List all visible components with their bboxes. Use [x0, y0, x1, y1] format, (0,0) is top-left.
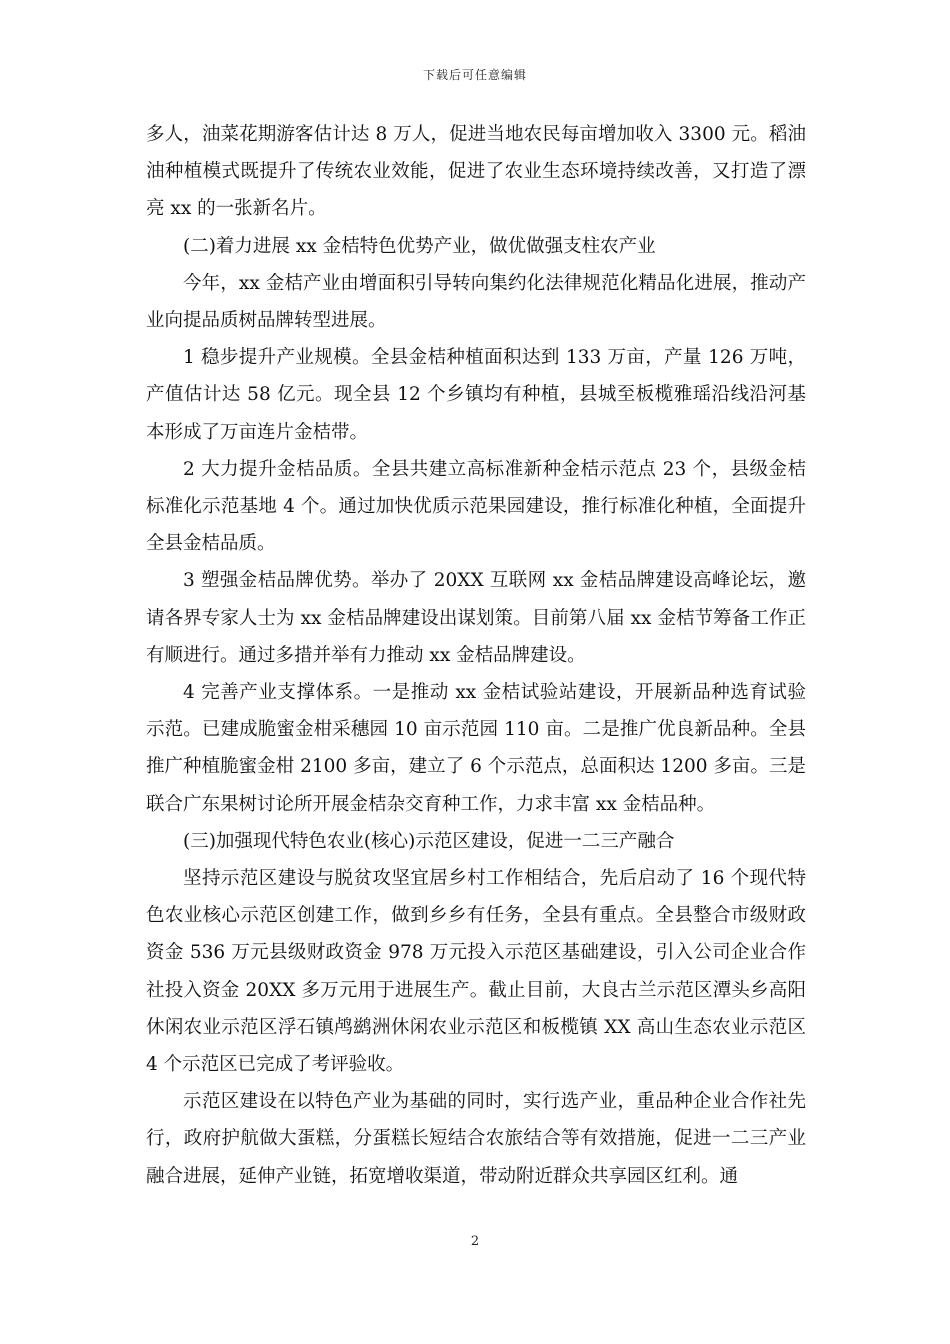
section-heading-2: (二)着力进展 xx 金桔特色优势产业，做优做强支柱农产业 [183, 235, 656, 257]
paragraph: 今年，xx 金桔产业由增面积引导转向集约化法律规范化精品化进展，推动产业向提品质树品牌转型进展。 [146, 272, 806, 332]
paragraph: 示范区建设在以特色产业为基础的同时，实行选产业，重品种企业合作社先行，政府护航做大蛋糕，分蛋糕长短结合农旅结合等有效措施，促进一二三产业融合进展，延伸产业链，拓宽增收渠道，带动附近群众共享园区红利。通 [146, 1091, 806, 1187]
paragraph: 4 完善产业支撑体系。一是推动 xx 金桔试验站建设，开展新品种选育试验示范。已建成脆蜜金柑采穗园 10 亩示范园 110 亩。二是推广优良新品种。全县推广种植脆蜜金柑 2100 多亩，建立了 6 个示范点，总面积达 1200 多亩。三是联合广东果树讨论所开展金桔杂交育种工作，力求丰富 xx 金桔品种。 [146, 682, 806, 815]
page-header: 下载后可任意编辑 [422, 68, 527, 82]
section-heading-3: (三)加强现代特色农业(核心)示范区建设，促进一二三产融合 [183, 830, 675, 852]
paragraph-continuation: 多人，油菜花期游客估计达 8 万人，促进当地农民每亩增加收入 3300 元。稻油油种植模式既提升了传统农业效能，促进了农业生态环境持续改善，又打造了漂亮 xx 的一张新名片。 [146, 124, 806, 220]
paragraph: 坚持示范区建设与脱贫攻坚宜居乡村工作相结合，先后启动了 16 个现代特色农业核心示范区创建工作，做到乡乡有任务，全县有重点。全县整合市级财政资金 536 万元县级财政资金 978 万元投入示范区基础建设，引入公司企业合作社投入资金 20XX 多万元用于进展生产。截止目前，大良古兰示范区潭头乡高阳休闲农业示范区浮石镇鸬鹚洲休闲农业示范区和板榄镇 XX 高山生态农业示范区 4 个示范区已完成了考评验收。 [146, 868, 806, 1076]
paragraph: 2 大力提升金桔品质。全县共建立高标准新种金桔示范点 23 个，县级金桔标准化示范基地 4 个。通过加快优质示范果园建设，推行标准化种植，全面提升全县金桔品质。 [146, 458, 806, 555]
paragraph: 1 稳步提升产业规模。全县金桔种植面积达到 133 万亩，产量 126 万吨，产值估计达 58 亿元。现全县 12 个乡镇均有种植，县城至板榄雅瑶沿线沿河基本形成了万亩连片金桔带。 [146, 347, 806, 443]
paragraph: 3 塑强金桔品牌优势。举办了 20XX 互联网 xx 金桔品牌建设高峰论坛，邀请各界专家人士为 xx 金桔品牌建设出谋划策。目前第八届 xx 金桔节筹备工作正有顺进行。通过多措并举有力推动 xx 金桔品牌建设。 [146, 570, 806, 666]
page-number: 2 [470, 1234, 480, 1249]
body-text [146, 116, 806, 1195]
